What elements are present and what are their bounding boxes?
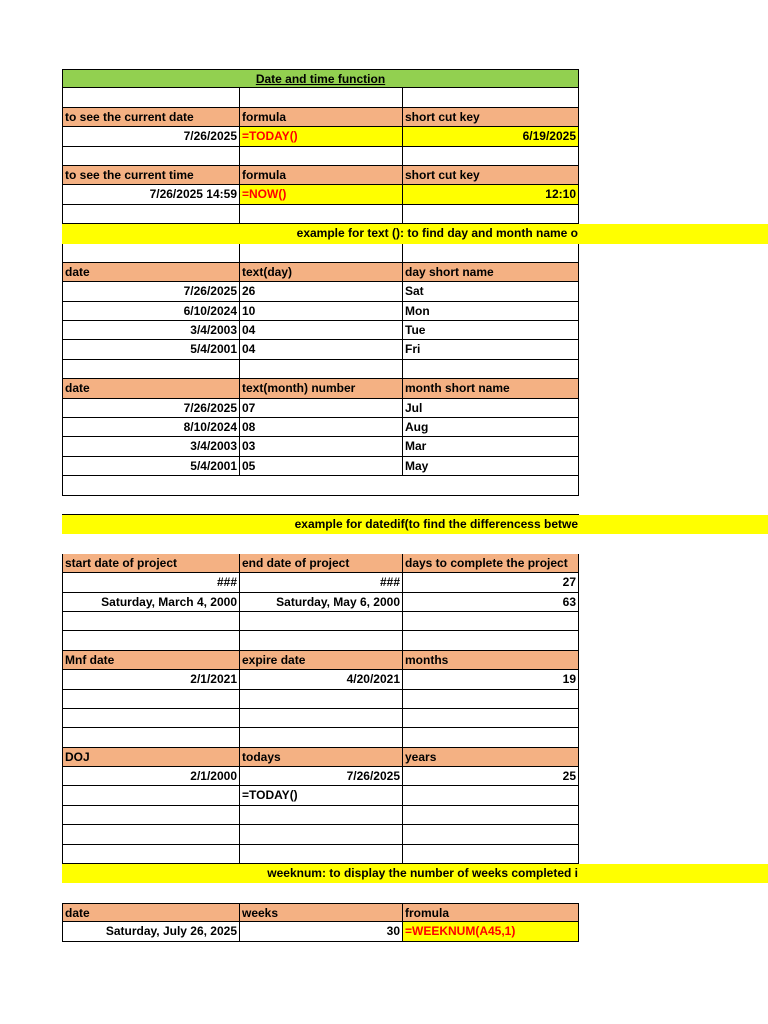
date-cell[interactable]: 3/4/2003: [62, 437, 239, 456]
date-cell[interactable]: 7/26/2025: [62, 282, 239, 301]
header-cell[interactable]: DOJ: [62, 748, 239, 767]
day-number-cell[interactable]: 26: [239, 282, 402, 301]
months-cell[interactable]: 19: [402, 670, 579, 689]
header-cell[interactable]: date: [62, 263, 239, 282]
empty-row: [62, 360, 768, 379]
section-banner[interactable]: [62, 515, 768, 534]
day-name-cell[interactable]: Sat: [402, 282, 579, 301]
current-date-header-row: [62, 108, 768, 127]
empty-row: [62, 825, 768, 844]
header-cell[interactable]: day short name: [402, 263, 579, 282]
empty-row: [62, 612, 768, 631]
banner-text: weeknum: to display the number of weeks completed i: [267, 866, 578, 881]
banner-text: example for datedif(to find the differencess betwe: [294, 516, 578, 531]
empty-row: [62, 147, 768, 166]
month-name-cell[interactable]: Aug: [402, 418, 579, 437]
header-cell[interactable]: start date of project: [62, 554, 239, 573]
sheet-title-cell[interactable]: [62, 69, 579, 88]
section-banner[interactable]: [62, 224, 768, 243]
empty-row: [62, 205, 768, 224]
days-cell[interactable]: 27: [402, 573, 579, 592]
datedif-banner-row: [62, 515, 768, 534]
day-name-cell[interactable]: Mon: [402, 302, 579, 321]
table-row: [62, 418, 768, 437]
doj-table-header-row: [62, 748, 768, 767]
empty-row: [62, 845, 768, 864]
expire-date-cell[interactable]: 4/20/2021: [239, 670, 402, 689]
month-name-cell[interactable]: Mar: [402, 437, 579, 456]
days-cell[interactable]: 63: [402, 593, 579, 612]
today-formula[interactable]: =TODAY(): [239, 127, 402, 146]
doj-cell[interactable]: 2/1/2000: [62, 767, 239, 786]
day-table-header-row: [62, 263, 768, 282]
table-row: [62, 767, 768, 786]
mnf-date-cell[interactable]: 2/1/2021: [62, 670, 239, 689]
weeks-cell[interactable]: 30: [239, 922, 402, 941]
weeknum-formula[interactable]: =WEEKNUM(A45,1): [402, 922, 579, 941]
month-number-cell[interactable]: 08: [239, 418, 402, 437]
start-date-cell[interactable]: ###: [62, 573, 239, 592]
empty-row: [62, 88, 768, 107]
expiry-table-header-row: [62, 651, 768, 670]
today-formula-note[interactable]: =TODAY(): [239, 786, 402, 805]
header-cell[interactable]: date: [62, 903, 239, 922]
empty-row: [62, 476, 768, 495]
table-row: [62, 437, 768, 456]
header-cell[interactable]: short cut key: [402, 108, 579, 127]
table-row: [62, 670, 768, 689]
table-row: [62, 399, 768, 418]
table-row: [62, 573, 768, 592]
title-row: [62, 69, 768, 88]
header-cell[interactable]: to see the current time: [62, 166, 239, 185]
date-cell[interactable]: 6/10/2024: [62, 302, 239, 321]
text-function-banner-row: [62, 224, 768, 243]
empty-row: [62, 806, 768, 825]
empty-row: [62, 690, 768, 709]
table-row: [62, 457, 768, 476]
start-date-cell[interactable]: Saturday, March 4, 2000: [62, 593, 239, 612]
end-date-cell[interactable]: ###: [239, 573, 402, 592]
month-name-cell[interactable]: Jul: [402, 399, 579, 418]
header-cell[interactable]: formula: [239, 166, 402, 185]
header-cell[interactable]: date: [62, 379, 239, 398]
sheet-title: Date and time function: [255, 72, 386, 86]
date-cell[interactable]: 8/10/2024: [62, 418, 239, 437]
weeknum-table-header-row: [62, 903, 768, 922]
years-cell[interactable]: 25: [402, 767, 579, 786]
current-date-row: [62, 127, 768, 146]
day-name-cell[interactable]: Fri: [402, 340, 579, 359]
month-number-cell[interactable]: 07: [239, 399, 402, 418]
weeknum-date-cell[interactable]: Saturday, July 26, 2025: [62, 922, 239, 941]
project-table-header-row: [62, 554, 768, 573]
day-number-cell[interactable]: 04: [239, 340, 402, 359]
table-row: [62, 922, 768, 941]
day-name-cell[interactable]: Tue: [402, 321, 579, 340]
header-cell[interactable]: end date of project: [239, 554, 402, 573]
table-row: [62, 340, 768, 359]
shortcut-date-value[interactable]: 6/19/2025: [402, 127, 579, 146]
header-cell[interactable]: text(day): [239, 263, 402, 282]
table-row: [62, 321, 768, 340]
shortcut-time-value[interactable]: 12:10: [402, 185, 579, 204]
month-number-cell[interactable]: 05: [239, 457, 402, 476]
now-formula[interactable]: =NOW(): [239, 185, 402, 204]
table-row: [62, 786, 768, 805]
month-name-cell[interactable]: May: [402, 457, 579, 476]
banner-text: example for text (): to find day and month name o: [296, 226, 578, 241]
empty-row: [62, 244, 768, 263]
table-row: [62, 302, 768, 321]
day-number-cell[interactable]: 04: [239, 321, 402, 340]
current-time-row: [62, 185, 768, 204]
header-cell[interactable]: days to complete the project: [402, 554, 579, 573]
date-cell[interactable]: 5/4/2001: [62, 457, 239, 476]
header-cell[interactable]: months: [402, 651, 579, 670]
header-cell[interactable]: month short name: [402, 379, 579, 398]
current-time-value[interactable]: 7/26/2025 14:59: [62, 185, 239, 204]
header-cell[interactable]: formula: [239, 108, 402, 127]
date-cell[interactable]: 5/4/2001: [62, 340, 239, 359]
header-cell[interactable]: fromula: [402, 903, 579, 922]
empty-row: [62, 709, 768, 728]
month-table-header-row: [62, 379, 768, 398]
todays-cell[interactable]: 7/26/2025: [239, 767, 402, 786]
header-cell[interactable]: text(month) number: [239, 379, 402, 398]
current-time-header-row: [62, 166, 768, 185]
table-row: [62, 593, 768, 612]
section-banner[interactable]: [62, 864, 768, 883]
date-cell[interactable]: 7/26/2025: [62, 399, 239, 418]
empty-row: [62, 728, 768, 747]
header-cell[interactable]: to see the current date: [62, 108, 239, 127]
empty-row: [62, 496, 768, 515]
table-row: [62, 282, 768, 301]
header-cell[interactable]: expire date: [239, 651, 402, 670]
header-cell[interactable]: Mnf date: [62, 651, 239, 670]
header-cell[interactable]: years: [402, 748, 579, 767]
empty-row: [62, 534, 768, 553]
month-number-cell[interactable]: 03: [239, 437, 402, 456]
header-cell[interactable]: short cut key: [402, 166, 579, 185]
header-cell[interactable]: weeks: [239, 903, 402, 922]
weeknum-banner-row: [62, 864, 768, 883]
spreadsheet: [62, 69, 768, 942]
header-cell[interactable]: todays: [239, 748, 402, 767]
current-date-value[interactable]: 7/26/2025: [62, 127, 239, 146]
day-number-cell[interactable]: 10: [239, 302, 402, 321]
empty-row: [62, 631, 768, 650]
end-date-cell[interactable]: Saturday, May 6, 2000: [239, 593, 402, 612]
empty-row: [62, 883, 768, 902]
date-cell[interactable]: 3/4/2003: [62, 321, 239, 340]
